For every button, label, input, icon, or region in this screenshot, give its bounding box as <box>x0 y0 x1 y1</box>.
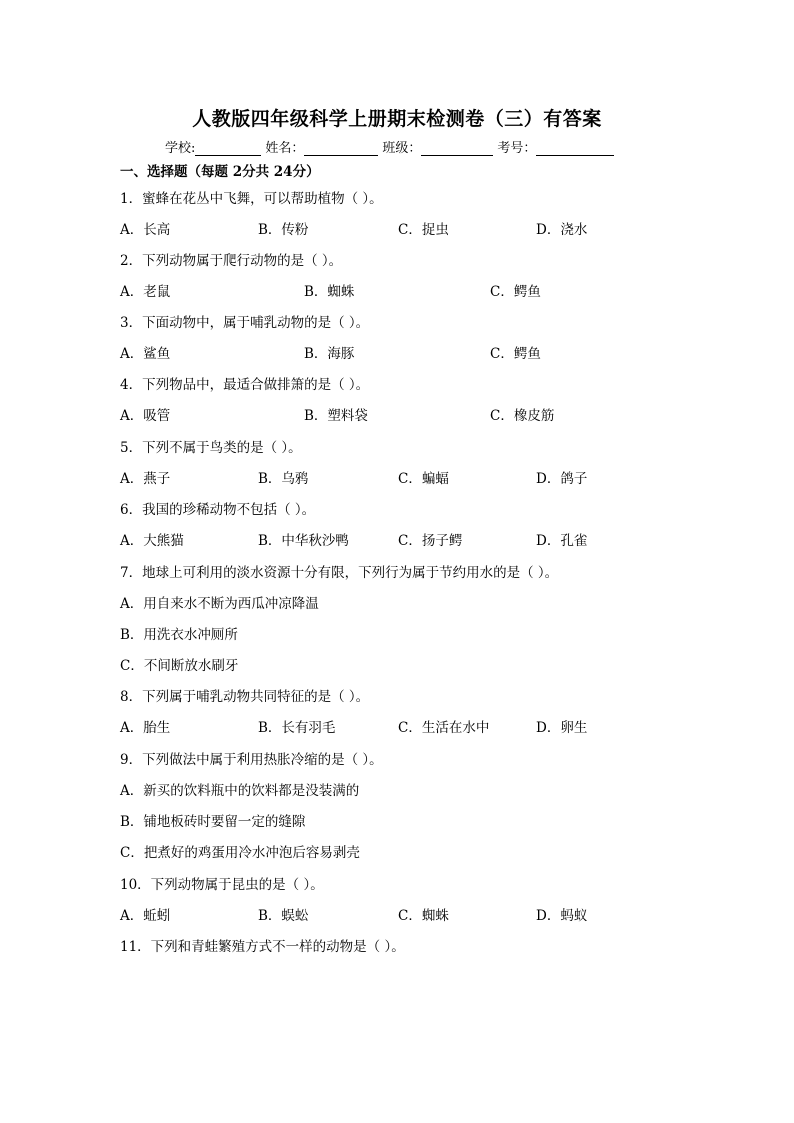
q10-option-b: B．蜈蚣 <box>258 908 309 924</box>
name-label: 姓名： <box>265 141 305 156</box>
q3-option-a: A．鲨鱼 <box>120 346 171 362</box>
class-label: 班级： <box>382 141 422 156</box>
q8-option-a: A．胎生 <box>120 720 171 736</box>
question-1: 1．蜜蜂在花丛中飞舞，可以帮助植物（ ）。 <box>120 191 383 207</box>
q6-option-a: A．大熊猫 <box>120 533 184 549</box>
q3-option-b: B．海豚 <box>304 346 355 362</box>
question-8: 8．下列属于哺乳动物共同特征的是（ ）。 <box>120 689 370 705</box>
name-blank <box>304 141 378 156</box>
q9-option-b: B．铺地板砖时要留一定的缝隙 <box>120 814 306 830</box>
number-label: 考号： <box>497 141 537 156</box>
question-3: 3．下面动物中，属于哺乳动物的是（ ）。 <box>120 315 370 331</box>
q10-option-d: D．蚂蚁 <box>536 908 588 924</box>
question-9: 9．下列做法中属于利用热胀冷缩的是（ ）。 <box>120 752 383 768</box>
q6-option-c: C．扬子鳄 <box>398 533 463 549</box>
q4-option-a: A．吸管 <box>120 408 171 424</box>
q9-option-c: C．把煮好的鸡蛋用冷水冲泡后容易剥壳 <box>120 845 360 861</box>
question-5: 5．下列不属于鸟类的是（ ）。 <box>120 440 302 456</box>
q2-option-c: C．鳄鱼 <box>490 284 541 300</box>
q8-option-d: D．卵生 <box>536 720 588 736</box>
q2-option-a: A．老鼠 <box>120 284 171 300</box>
section-heading: 一、选择题（每题 2分共 24分） <box>120 164 320 180</box>
question-10: 10．下列动物属于昆虫的是（ ）。 <box>120 877 324 893</box>
q1-option-c: C．捉虫 <box>398 222 449 238</box>
q1-option-b: B．传粉 <box>258 222 309 238</box>
question-6: 6．我国的珍稀动物不包括（ ）。 <box>120 502 316 518</box>
class-blank <box>421 141 493 156</box>
q6-option-d: D．孔雀 <box>536 533 588 549</box>
q3-option-c: C．鳄鱼 <box>490 346 541 362</box>
q7-option-c: C．不间断放水刷牙 <box>120 658 239 674</box>
q8-option-c: C．生活在水中 <box>398 720 490 736</box>
question-2: 2．下列动物属于爬行动物的是（ ）。 <box>120 253 343 269</box>
q2-option-b: B．蜘蛛 <box>304 284 355 300</box>
q7-option-b: B．用洗衣水冲厕所 <box>120 627 238 643</box>
question-7: 7．地球上可利用的淡水资源十分有限，下列行为属于节约用水的是（ ）。 <box>120 565 559 581</box>
q8-option-b: B．长有羽毛 <box>258 720 336 736</box>
q5-option-c: C．蝙蝠 <box>398 471 449 487</box>
q6-option-b: B．中华秋沙鸭 <box>258 533 349 549</box>
q7-option-a: A．用自来水不断为西瓜冲凉降温 <box>120 596 319 612</box>
q5-option-a: A．燕子 <box>120 471 171 487</box>
q4-option-c: C．橡皮筋 <box>490 408 555 424</box>
q4-option-b: B．塑料袋 <box>304 408 368 424</box>
student-info-line <box>165 137 618 156</box>
q5-option-d: D．鸽子 <box>536 471 588 487</box>
q10-option-c: C．蜘蛛 <box>398 908 449 924</box>
q9-option-a: A．新买的饮料瓶中的饮料都是没装满的 <box>120 783 360 799</box>
school-blank <box>195 141 261 156</box>
q10-option-a: A．蚯蚓 <box>120 908 171 924</box>
school-label: 学校: <box>165 141 196 156</box>
number-blank <box>536 141 614 156</box>
page-title: 人教版四年级科学上册期末检测卷（三）有答案 <box>192 108 602 130</box>
question-11: 11．下列和青蛙繁殖方式不一样的动物是（ ）。 <box>120 939 405 955</box>
q5-option-b: B．乌鸦 <box>258 471 309 487</box>
q1-option-a: A．长高 <box>120 222 171 238</box>
question-4: 4．下列物品中，最适合做排箫的是（ ）。 <box>120 377 370 393</box>
q1-option-d: D．浇水 <box>536 222 588 238</box>
